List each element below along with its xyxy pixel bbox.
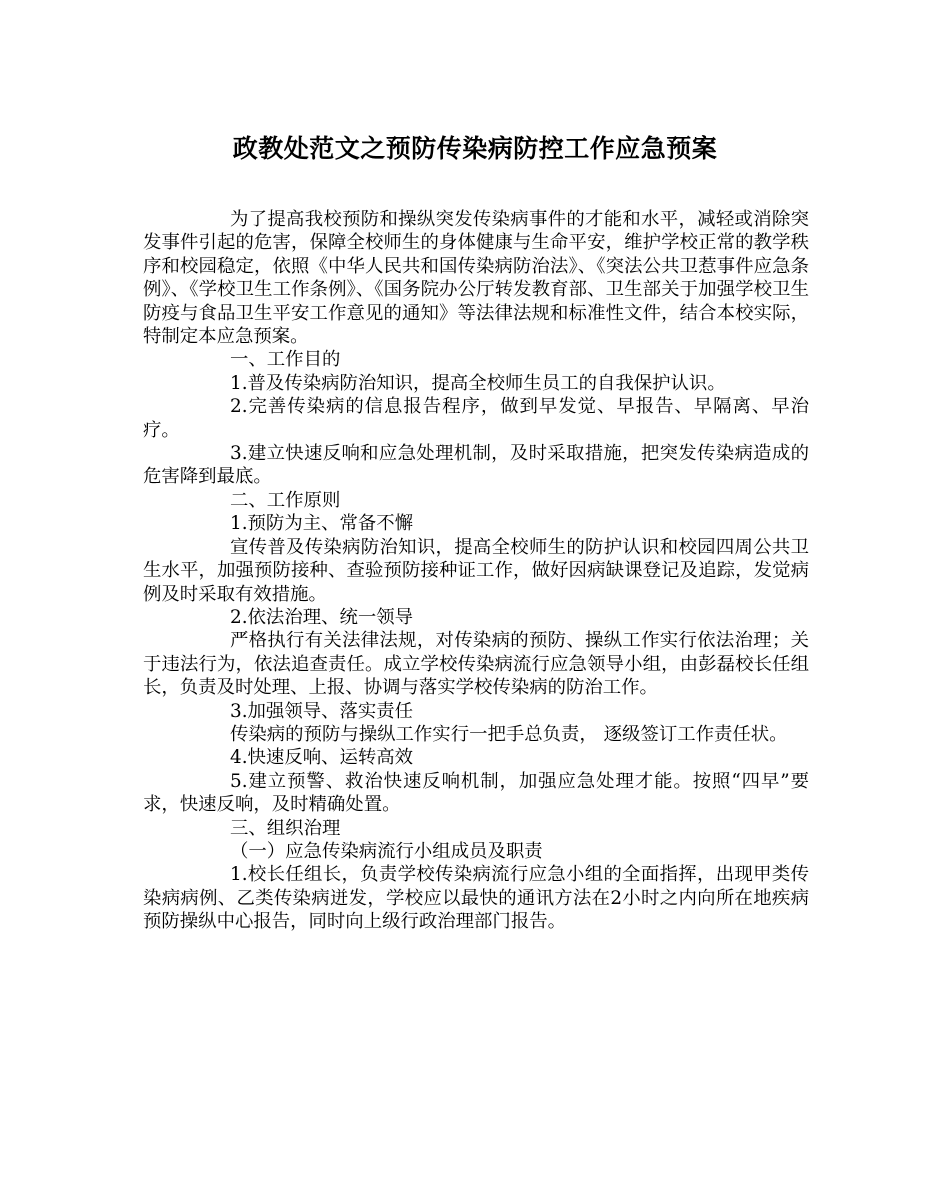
- purpose-item-3: 3.建立快速反响和应急处理机制，及时采取措施，把突发传染病造成的危害降到最底。: [143, 443, 809, 488]
- principle-text-2: 严格执行有关法律法规，对传染病的预防、操纵工作实行依法治理；关于违法行为，依法追查责任。成立学校传染病流行应急领导小组，由彭磊校长任组长，负责及时处理、上报、协调与落实学校传染病的防治工作。: [143, 630, 809, 699]
- team-item-1: 1.校长任组长，负责学校传染病流行应急小组的全面指挥，出现甲类传染病病例、乙类传染病迸发，学校应以最快的通讯方法在2小时之内向所在地疾病预防操纵中心报告，同时向上级行政治理部门报告。: [143, 864, 809, 933]
- principle-text-1: 宣传普及传染病防治知识，提高全校师生的防护认识和校园四周公共卫生水平，加强预防接种、查验预防接种证工作，做好因病缺课登记及追踪，发觉病例及时采取有效措施。: [143, 536, 809, 605]
- purpose-item-1: 1.普及传染病防治知识，提高全校师生员工的自我保护认识。: [230, 372, 726, 394]
- principle-text-3: 传染病的预防与操纵工作实行一把手总负责， 逐级签订工作责任状。: [230, 723, 788, 745]
- principle-heading-4: 4.快速反响、运转高效: [230, 747, 414, 769]
- subsection-heading-team: （一）应急传染病流行小组成员及职责: [230, 840, 543, 862]
- intro-paragraph: 为了提高我校预防和操纵突发传染病事件的才能和水平，减轻或消除突发事件引起的危害，保障全校师生的身体健康与生命平安，维护学校正常的教学秩序和校园稳定，依照《中华人民共和国传染病防治法》、《突法公共卫惹事件应急条例》、《学校卫生工作条例》、《国务院办公厅转发教育部、卫生部关于加强学校卫生防疫与食品卫生平安工作意见的通知》等法律法规和标准性文件，结合本校实际，特制定本应急预案。: [143, 209, 809, 348]
- purpose-item-2: 2.完善传染病的信息报告程序，做到早发觉、早报告、早隔离、早治疗。: [143, 396, 809, 441]
- principle-heading-2: 2.依法治理、统一领导: [230, 606, 414, 628]
- principle-heading-1: 1.预防为主、常备不懈: [230, 513, 414, 535]
- document-title: 政教处范文之预防传染病防控工作应急预案: [232, 134, 718, 163]
- section-heading-principles: 二、工作原则: [230, 489, 341, 511]
- document-body: [143, 208, 809, 934]
- principle-heading-3: 3.加强领导、落实责任: [230, 700, 414, 722]
- section-heading-purpose: 一、工作目的: [230, 349, 341, 371]
- section-heading-organization: 三、组织治理: [230, 817, 341, 839]
- principle-text-5: 5.建立预警、救治快速反响机制，加强应急处理才能。按照“四早”要求，快速反响，及时精确处置。: [143, 770, 809, 816]
